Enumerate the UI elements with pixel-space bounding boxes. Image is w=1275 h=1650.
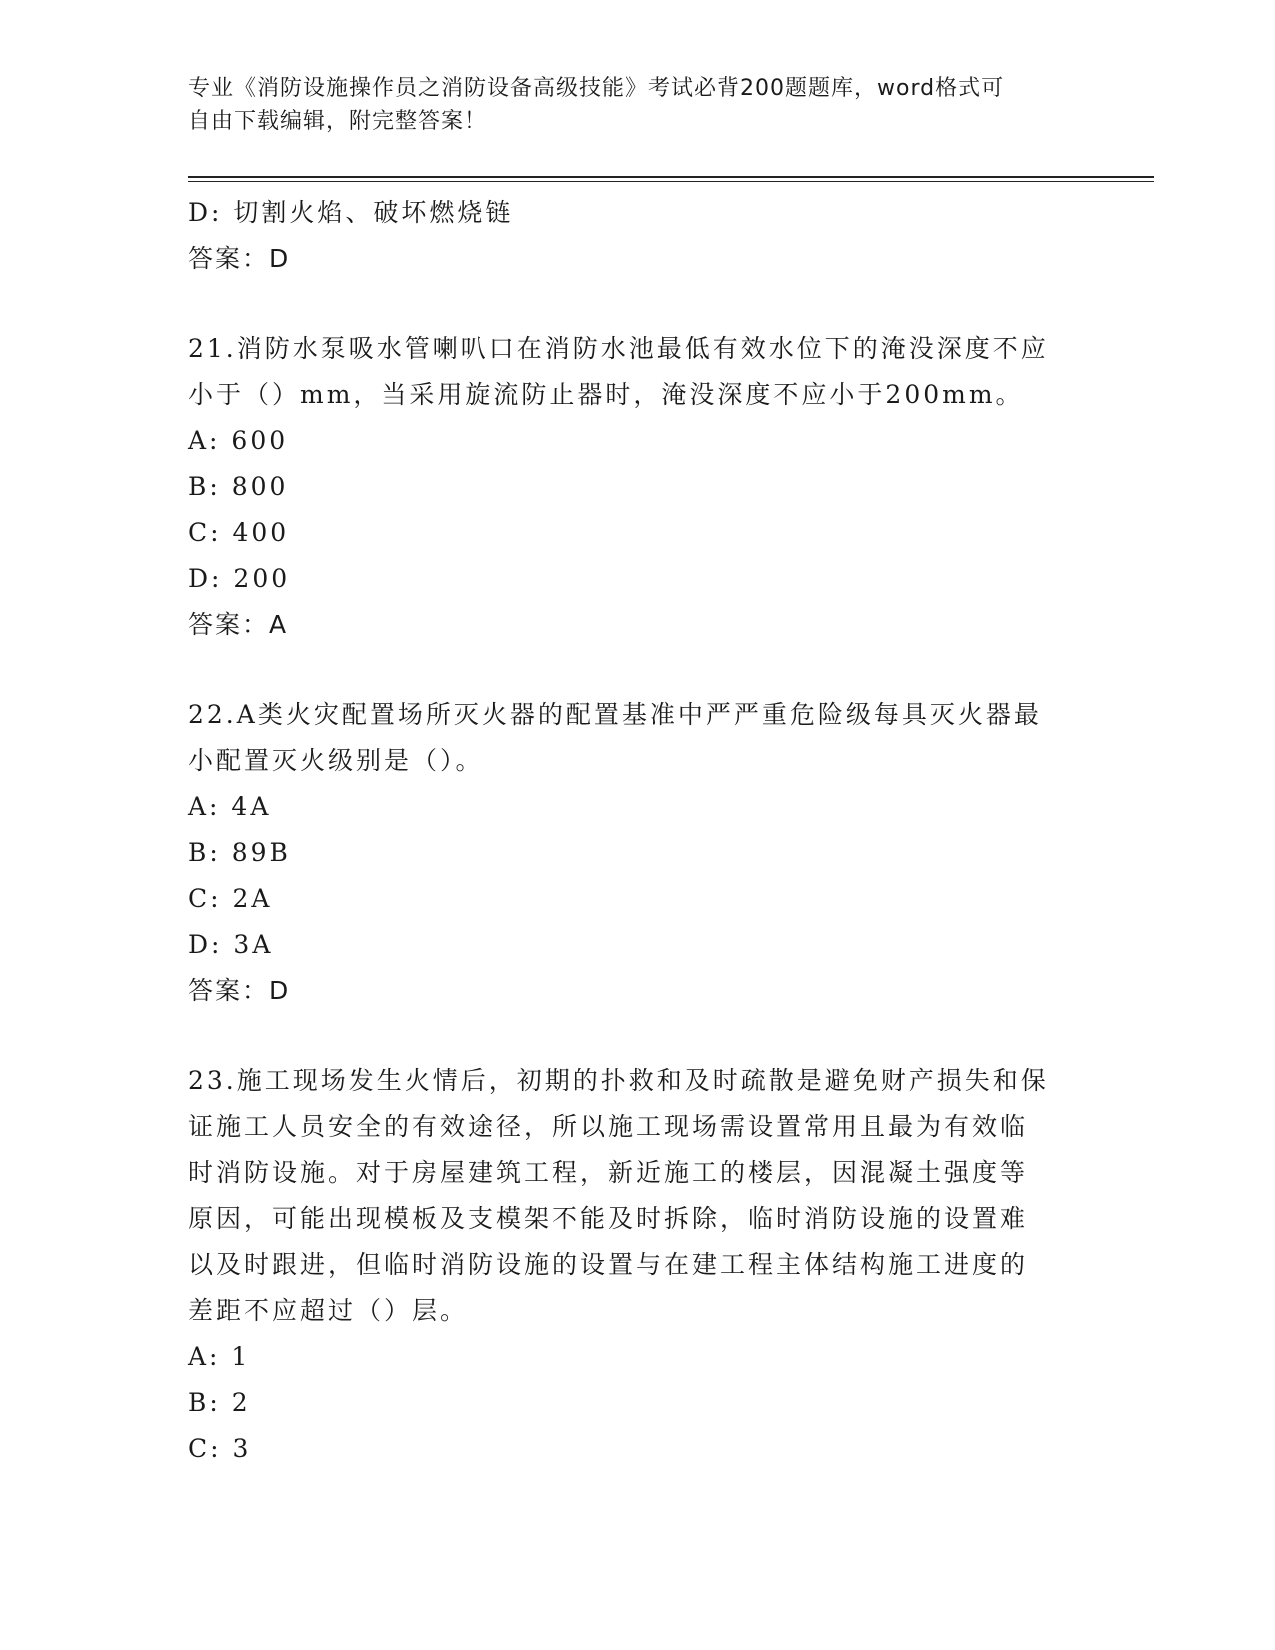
header-title-line-2: 自由下载编辑，附完整答案！ (188, 109, 488, 134)
answer-line: 答案：D (188, 244, 291, 273)
question-stem-line: 差距不应超过（）层。 (188, 1296, 469, 1325)
option-d: D: 切割火焰、破坏燃烧链 (188, 198, 514, 227)
spacer (188, 282, 1088, 326)
header-title-line-1: 专业《消防设施操作员之消防设备高级技能》考试必背200题题库，word格式可 (188, 76, 1005, 101)
header-divider-thick (188, 176, 1154, 178)
question-22 (188, 692, 1088, 1014)
option-b: B: 2 (188, 1388, 251, 1417)
option-a: A: 600 (188, 426, 289, 455)
question-stem-line: 22.A类火灾配置场所灭火器的配置基准中严严重危险级每具灭火器最 (188, 700, 1042, 729)
option-a: A: 1 (188, 1342, 251, 1371)
option-d: D: 200 (188, 564, 291, 593)
question-23 (188, 1058, 1088, 1472)
question-21 (188, 326, 1088, 648)
option-c: C: 2A (188, 884, 273, 913)
option-b: B: 800 (188, 472, 289, 501)
option-c: C: 400 (188, 518, 290, 547)
question-stem-line: 小配置灭火级别是（）。 (188, 746, 484, 775)
document-header (188, 72, 1088, 138)
option-a: A: 4A (188, 792, 272, 821)
question-stem-line: 小于（）mm，当采用旋流防止器时，淹没深度不应小于200mm。 (188, 380, 1024, 409)
question-stem-line: 21.消防水泵吸水管喇叭口在消防水池最低有效水位下的淹没深度不应 (188, 334, 1049, 363)
option-b: B: 89B (188, 838, 291, 867)
document-body (188, 190, 1088, 1472)
spacer (188, 1014, 1088, 1058)
header-divider-thin (188, 181, 1154, 182)
question-stem-line: 时消防设施。对于房屋建筑工程，新近施工的楼层，因混凝土强度等 (188, 1158, 1029, 1187)
option-c: C: 3 (188, 1434, 252, 1463)
answer-line: 答案：A (188, 610, 289, 639)
question-stem-line: 以及时跟进，但临时消防设施的设置与在建工程主体结构施工进度的 (188, 1250, 1029, 1279)
prev-question (188, 190, 1088, 282)
answer-line: 答案：D (188, 976, 291, 1005)
spacer (188, 648, 1088, 692)
question-stem-line: 原因，可能出现模板及支模架不能及时拆除，临时消防设施的设置难 (188, 1204, 1029, 1233)
option-d: D: 3A (188, 930, 274, 959)
question-stem-line: 23.施工现场发生火情后，初期的扑救和及时疏散是避免财产损失和保 (188, 1066, 1049, 1095)
question-stem-line: 证施工人员安全的有效途径，所以施工现场需设置常用且最为有效临 (188, 1112, 1029, 1141)
